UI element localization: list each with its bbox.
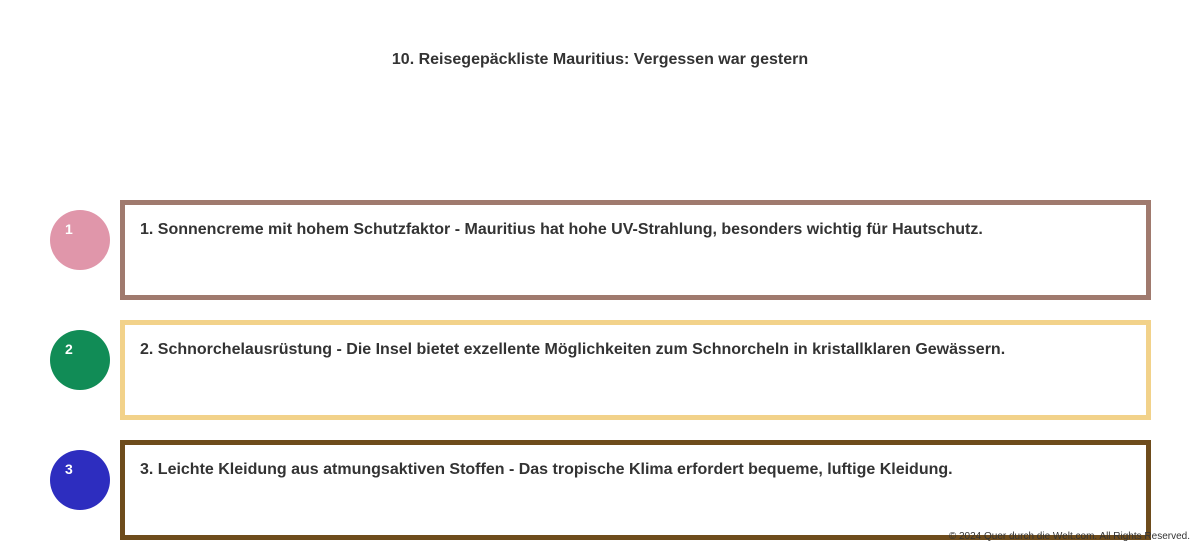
number-badge bbox=[50, 450, 110, 510]
page-title: 10. Reisegepäckliste Mauritius: Vergessen war gestern bbox=[391, 51, 809, 68]
item-box bbox=[120, 320, 1151, 420]
item-box bbox=[120, 440, 1151, 540]
number-badge bbox=[50, 330, 110, 390]
item-text: 2. Schnorchelausrüstung - Die Insel bietet exzellente Möglichkeiten zum Schnorcheln in kristallklaren Gewässern. bbox=[140, 341, 1006, 358]
item-text: 1. Sonnencreme mit hohem Schutzfaktor - Mauritius hat hohe UV-Strahlung, besonders wichtig für Hautschutz. bbox=[140, 221, 983, 238]
list-item bbox=[0, 200, 1200, 300]
item-text: 3. Leichte Kleidung aus atmungsaktiven Stoffen - Das tropische Klima erfordert bequeme, luftige Kleidung. bbox=[140, 461, 953, 478]
number-badge bbox=[50, 210, 110, 270]
copyright-notice: © 2024 Quer durch die Welt.com. All Rights Reserved. bbox=[948, 531, 1190, 542]
number-label: 2 bbox=[65, 341, 73, 357]
number-label: 1 bbox=[65, 221, 73, 237]
item-box bbox=[120, 200, 1151, 300]
number-label: 3 bbox=[65, 461, 73, 477]
list-item bbox=[0, 320, 1200, 420]
list-item bbox=[0, 440, 1200, 540]
